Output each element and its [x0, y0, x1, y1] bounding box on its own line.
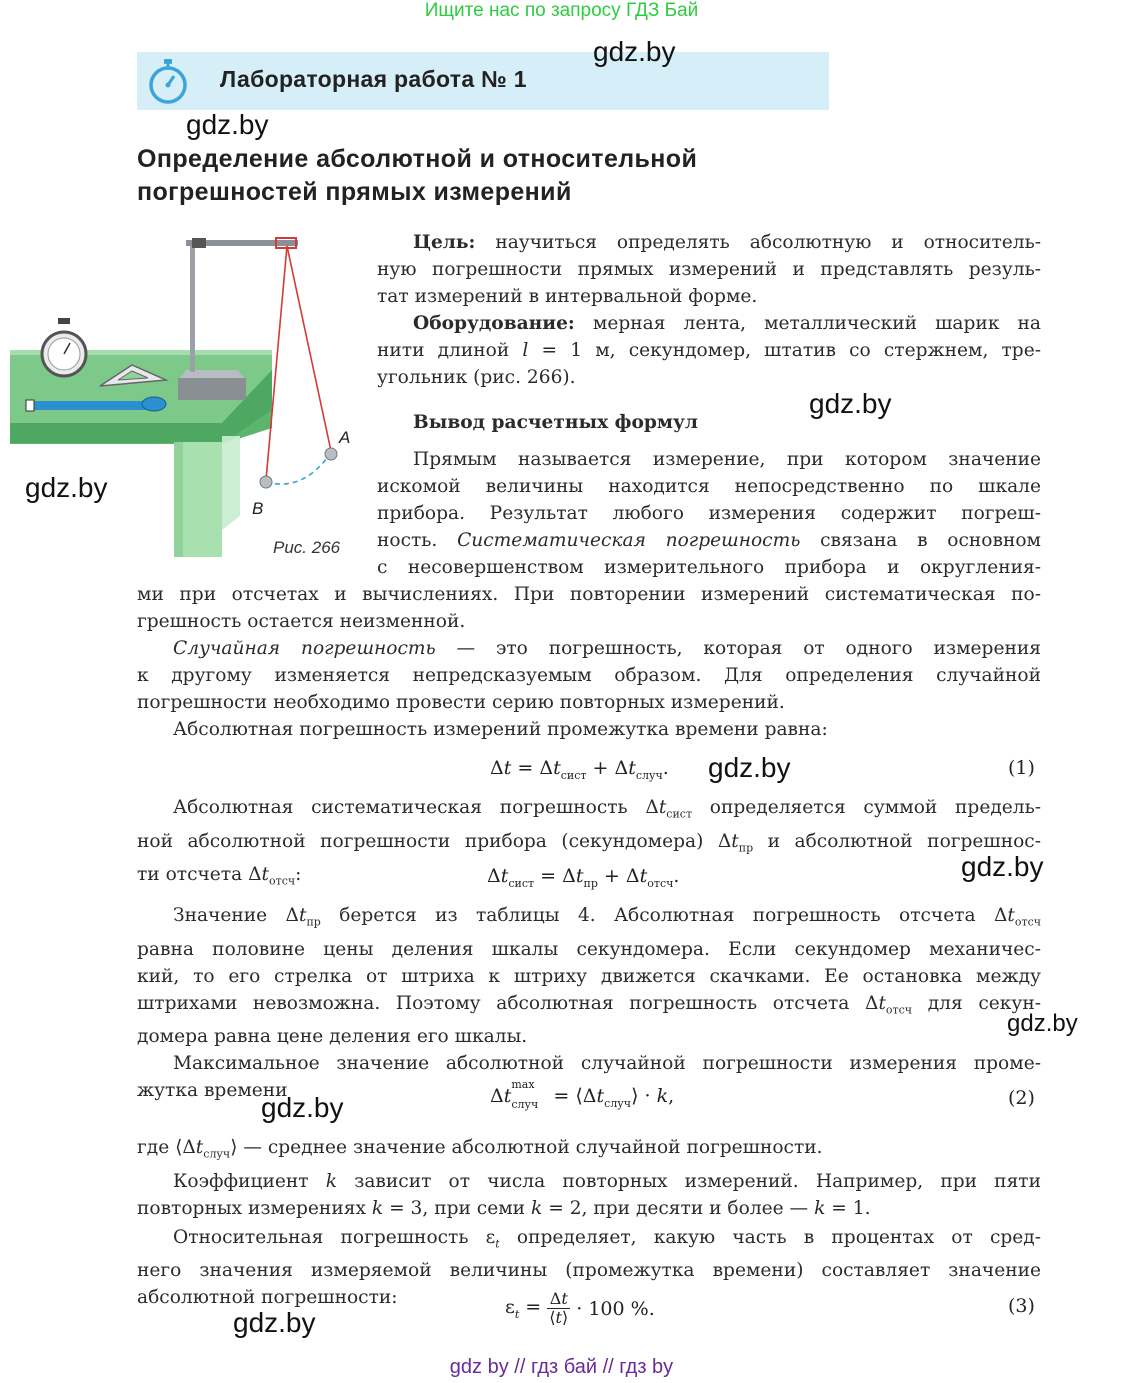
text: берется из таблицы 4. Абсолютная погрешность отсчета	[339, 905, 976, 926]
text: определяется суммой предель-	[709, 797, 1041, 818]
text: связана в основном	[820, 530, 1041, 551]
var-l: l	[522, 340, 529, 361]
label-b: B	[252, 499, 264, 518]
watermark: gdz.by	[233, 1307, 316, 1338]
watermark: gdz.by	[961, 851, 1044, 882]
figure-pendulum	[8, 230, 370, 560]
text-line: ную погрешности прямых измерений и представлять резуль-	[377, 259, 1041, 280]
goal-label: Цель:	[413, 232, 476, 253]
watermark: gdz.by	[1007, 1010, 1078, 1037]
text: зависит от числа повторных измерений. Например, при пяти	[354, 1170, 1041, 1192]
text: определяет, какую часть в процентах от сред-	[516, 1226, 1041, 1248]
text-line	[377, 229, 1041, 256]
lab-title: Лабораторная работа № 1	[220, 66, 527, 92]
equation-3: $\varepsilon_t$ = $\frac{\Delta t}{⟨t⟩}$ · 100 %.	[505, 1289, 655, 1327]
text-line: прибора. Результат любого измерения содержит погреш-	[377, 503, 1041, 524]
text-line: Значение $\Delta t_{пр}$ берется из таблицы 4. Абсолютная погрешность отсчета $\Delta t_{отсч}$	[173, 905, 1042, 929]
text: штрихами невозможна. Поэтому абсолютная погрешность отсчета	[137, 992, 850, 1014]
text: = 2, при десяти и более —	[548, 1197, 809, 1219]
equation-systematic: $\Delta t_{сист} = \Delta t_{пр} + \Delta t_{отсч}$.	[487, 865, 680, 890]
text-line: где $⟨\Delta t_{случ}⟩$ — среднее значение абсолютной случайной погрешности.	[137, 1137, 823, 1161]
equip-label: Оборудование:	[413, 313, 575, 334]
text-line: погрешности необходимо провести серию повторных измерений.	[137, 692, 785, 713]
watermark: gdz.by	[261, 1092, 344, 1123]
stopwatch-icon	[146, 58, 190, 104]
text-line: Максимальное значение абсолютной случайной погрешности измерения проме-	[173, 1053, 1041, 1075]
text-line: Прямым называется измерение, при котором значение	[413, 449, 1041, 470]
text: ти отсчета	[137, 864, 243, 886]
heading-line: Определение абсолютной и относительной	[137, 145, 698, 173]
equation-1: $\Delta t = \Delta t_{сист} + \Delta t_{случ}$.	[490, 757, 669, 782]
measuring-tape	[30, 401, 158, 410]
watermark: gdz.by	[25, 472, 108, 503]
text-line: домера равна цене деления его шкалы.	[137, 1026, 528, 1048]
goal-paragraph	[377, 229, 1041, 391]
stand-rod	[190, 242, 195, 372]
equation-number: (2)	[1008, 1087, 1035, 1109]
text-line	[137, 1195, 1041, 1222]
text-line: него значения измеряемой величины (промежутка времени) составляет значение	[137, 1260, 1041, 1282]
text-line: искомой величины находится непосредственно по шкале	[377, 476, 1041, 497]
text: где	[137, 1137, 170, 1158]
page-heading	[137, 143, 697, 209]
text: Абсолютная систематическая погрешность	[173, 797, 628, 818]
text-line: угольник (рис. 266).	[377, 367, 576, 388]
text-line	[377, 527, 1041, 554]
table-edge	[10, 423, 222, 443]
text-line: тат измерений в интервальной форме.	[377, 286, 758, 307]
heading-line: погрешностей прямых измерений	[137, 178, 572, 206]
equation-number: (1)	[1008, 757, 1035, 779]
stand-base	[178, 378, 246, 400]
paragraph-coef	[137, 1134, 1041, 1311]
text-line: грешность остается неизменной.	[137, 611, 466, 632]
text-line: кий, то его стрелка от штриха к штриху движется скачками. Ее остановка между	[137, 965, 1041, 987]
figure-caption: Рис. 266	[273, 538, 341, 557]
text-line	[137, 635, 1041, 662]
text: научиться определять абсолютную и относитель-	[495, 232, 1041, 253]
paragraph-systematic-end	[137, 581, 1041, 743]
text-line: к другому изменяется непредсказуемым образом. Для определения случайной	[137, 665, 1041, 686]
text-line	[377, 310, 1041, 337]
equation-number: (3)	[1008, 1295, 1035, 1317]
text-line: ной абсолютной погрешности прибора (секундомера) $\Delta t_{пр}$ и абсолютной погрешнос-	[137, 830, 1041, 855]
text-line: Абсолютная погрешность измерений промежутка времени равна:	[173, 719, 828, 740]
watermark: gdz.by	[593, 36, 676, 67]
text: нити длиной	[377, 340, 510, 361]
text-line: ми при отсчетах и вычислениях. При повторении измерений систематическая по-	[137, 584, 1041, 605]
text-line: абсолютной погрешности:	[137, 1287, 398, 1309]
text: — среднее значение абсолютной случайной погрешности.	[243, 1137, 823, 1158]
text: Значение	[173, 905, 268, 926]
derivation-heading	[377, 409, 1041, 436]
text: :	[295, 864, 302, 886]
text: = 1.	[831, 1197, 871, 1219]
text: для секун-	[927, 992, 1041, 1014]
text-line: Относительная погрешность $\varepsilon_t$ определяет, какую часть в процентах от сред-	[173, 1226, 1041, 1251]
text: = 3, при семи	[389, 1197, 526, 1219]
text: Коэффициент	[173, 1170, 309, 1192]
ball-a	[325, 448, 337, 460]
var-k: k	[371, 1197, 384, 1219]
term: Систематическая погрешность	[457, 530, 801, 551]
watermark: gdz.by	[708, 752, 791, 783]
var-k: k	[814, 1197, 826, 1219]
paragraph-instrument	[137, 902, 1041, 1104]
label-a: A	[339, 428, 351, 447]
ball-b	[260, 476, 272, 488]
text-line: равна половине цены деления шкалы секундомера. Если секундомер механичес-	[137, 938, 1041, 960]
text-line: Абсолютная систематическая погрешность $\Delta t_{сист}$ определяется суммой предель-	[173, 797, 1041, 821]
subheading: Вывод расчетных формул	[413, 412, 699, 433]
text: — это погрешность, которая от одного измерения	[456, 638, 1041, 659]
text: и абсолютной погрешнос-	[767, 830, 1041, 852]
text: повторных измерениях	[137, 1197, 366, 1219]
text: = 1 м, секундомер, штатив со стержнем, тре-	[541, 340, 1041, 361]
text: мерная лента, металлический шарик на	[592, 313, 1041, 334]
term: Случайная погрешность	[173, 638, 436, 659]
text: Относительная погрешность	[173, 1226, 469, 1248]
text-line: штрихами невозможна. Поэтому абсолютная погрешность отсчета $\Delta t_{отсч}$ для секун-	[137, 992, 1041, 1017]
watermark: gdz.by	[186, 109, 269, 140]
text: ность.	[377, 530, 438, 551]
text-line: с несовершенством измерительного прибора и округления-	[377, 557, 1041, 578]
text: ной абсолютной погрешности прибора (секундомера)	[137, 830, 704, 852]
footer-links[interactable]: gdz by // гдз бай // гдз by	[449, 1356, 674, 1378]
var-k: k	[325, 1170, 337, 1192]
var-k: k	[531, 1197, 543, 1219]
text-line	[137, 1168, 1041, 1195]
paragraph-direct	[377, 446, 1041, 581]
text-line: жутка времени	[137, 1080, 288, 1102]
equation-2: Δt max случ = $⟨\Delta t_{случ}⟩ \cdot k$,	[490, 1078, 675, 1111]
watermark: gdz.by	[809, 388, 892, 419]
text-line	[377, 337, 1041, 364]
text-line: ти отсчета $\Delta t_{отсч}$:	[137, 864, 302, 889]
top-banner[interactable]: Ищите нас по запросу ГДЗ Бай	[424, 0, 699, 21]
